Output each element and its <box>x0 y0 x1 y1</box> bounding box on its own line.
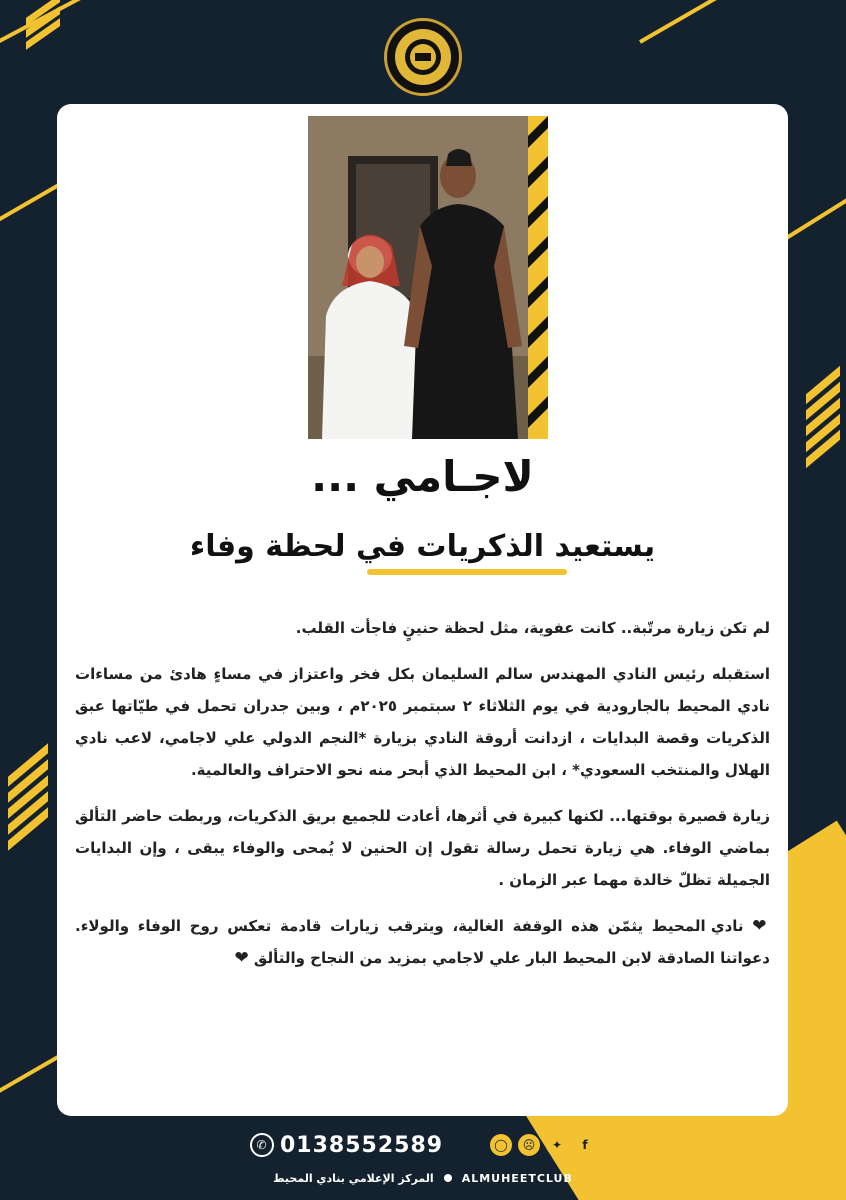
footer-credit <box>250 1168 596 1188</box>
social-handle[interactable]: ALMUHEETCLUB <box>461 1171 573 1185</box>
phone-contact[interactable] <box>250 1133 443 1158</box>
paragraph: زيارة قصيرة بوقتها... لكنها كبيرة في أثرها، أعادت للجميع بريق الذكريات، وربطت حاضر التألق بماضي الوفاء. هي زيارة تحمل رسالة تقول إن الحنين لا يُمحى والوفاء يبقى ، وإن البدايات الجميلة تظلّ خالدة مهما عبر الزمان . <box>75 807 770 889</box>
accent-line <box>639 0 846 44</box>
paragraph: لم تكن زيارة مرتّبة.. كانت عفوية، مثل لحظة حنينٍ فاجأت القلب. <box>295 619 770 637</box>
headline: لاجـامي ... <box>311 452 534 501</box>
content-card <box>57 104 788 1116</box>
facebook-icon[interactable]: f <box>574 1134 596 1156</box>
article-body <box>75 612 770 988</box>
stripe-decoration <box>806 380 840 454</box>
player-photo <box>308 116 548 439</box>
twitter-icon[interactable]: ✦ <box>546 1134 568 1156</box>
whatsapp-icon: ✆ <box>250 1133 274 1157</box>
accent-line <box>779 187 846 243</box>
club-logo <box>384 18 462 96</box>
subheadline: يستعيد الذكريات في لحظة وفاء <box>189 529 656 564</box>
instagram-icon[interactable]: ◯ <box>490 1134 512 1156</box>
heart-icon: ❤ <box>234 948 249 968</box>
paragraph: استقبله رئيس النادي المهندس سالم السليمان بكل فخر واعتزاز في مساءٍ هادئ من مساءات نادي المحيط بالجارودية في يوم الثلاثاء ٢ سبتمبر ٢٠٢٥م ، وبين جدران تحمل في طيّاتها عبق الذكريات وقصة البدايات ، ازدانت أروقة النادي بزيارة *النجم الدولي علي لاجامي، لاعب نادي الهلال والمنتخب السعودي* ، ابن المحيط الذي أبحر منه نحو الاحتراف والعالمية. <box>75 665 770 779</box>
stripe-decoration <box>8 760 48 834</box>
phone-number: 0138552589 <box>280 1132 444 1158</box>
club-crest-icon <box>403 37 443 77</box>
social-links <box>490 1134 596 1156</box>
stripe-decoration <box>26 6 60 38</box>
footer-contact-bar <box>250 1128 596 1162</box>
heart-icon: ❤ <box>752 916 770 936</box>
paragraph-closing <box>75 910 770 974</box>
separator-dot <box>444 1174 452 1182</box>
paragraph: نادي المحيط يثمّن هذه الوقفة الغالية، ويترقب زيارات قادمة تعكس روح الوفاء والولاء. دعواتنا الصادقة لابن المحيط البار علي لاجامي بمزيد من النجاح والتألق <box>75 917 770 967</box>
snapchat-icon[interactable]: ☹ <box>518 1134 540 1156</box>
media-center-label: المركز الإعلامي بنادي المحيط <box>273 1171 434 1185</box>
subheadline-underline <box>367 569 567 575</box>
